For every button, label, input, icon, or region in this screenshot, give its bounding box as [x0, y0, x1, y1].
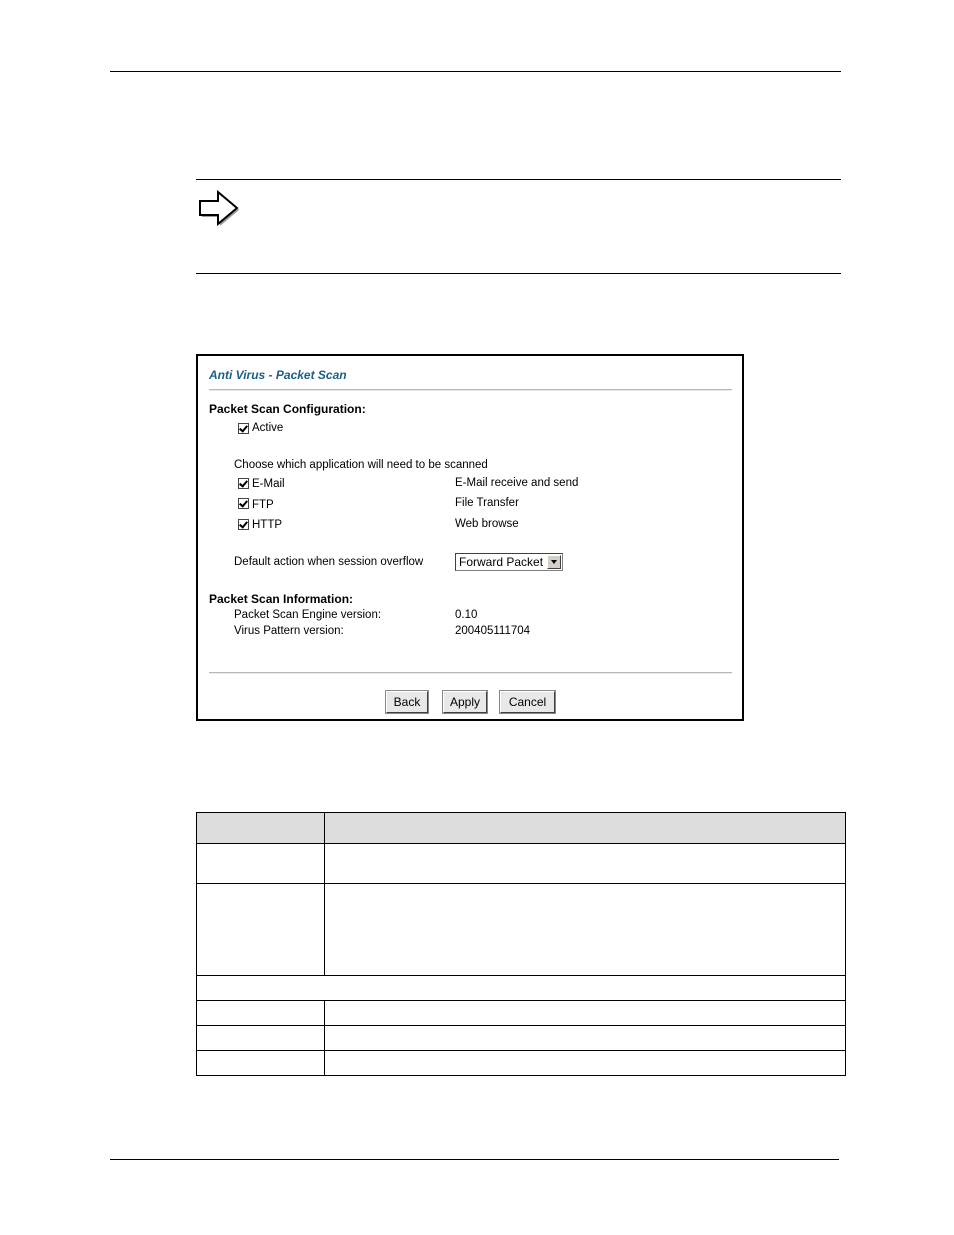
- table-row: [197, 884, 846, 976]
- table-cell: [197, 844, 325, 884]
- table-header-cell: [325, 813, 846, 844]
- active-checkbox[interactable]: [238, 423, 249, 434]
- table-row: [197, 844, 846, 884]
- ftp-checkbox[interactable]: [238, 498, 249, 509]
- cancel-button[interactable]: Cancel: [500, 691, 555, 713]
- config-heading: Packet Scan Configuration:: [209, 402, 366, 416]
- packet-scan-screen: [196, 354, 744, 721]
- header-rule: [110, 71, 841, 72]
- table-row: [197, 1051, 846, 1076]
- chevron-down-icon[interactable]: [547, 555, 561, 569]
- back-button[interactable]: Back: [386, 691, 428, 713]
- table-cell: [197, 1001, 325, 1026]
- table-section-row: [197, 976, 846, 1001]
- http-label: HTTP: [252, 519, 283, 531]
- http-desc: Web browse: [455, 518, 519, 530]
- table-cell: [197, 976, 846, 1001]
- footer-rule: [110, 1159, 839, 1160]
- email-label: E-Mail: [252, 478, 285, 490]
- table-cell: [325, 1051, 846, 1076]
- note-bottom-rule: [196, 273, 841, 274]
- pattern-version-value: 200405111704: [455, 625, 531, 637]
- overflow-label: Default action when session overflow: [234, 556, 424, 568]
- pattern-version-label: Virus Pattern version:: [234, 625, 344, 637]
- info-heading: Packet Scan Information:: [209, 592, 354, 606]
- table-header-cell: [197, 813, 325, 844]
- table-cell: [325, 1026, 846, 1051]
- table-header-row: [197, 813, 846, 844]
- engine-version-label: Packet Scan Engine version:: [234, 609, 382, 621]
- http-checkbox[interactable]: [238, 519, 249, 530]
- overflow-action-value: Forward Packet: [459, 555, 544, 569]
- table-row: [197, 1026, 846, 1051]
- email-checkbox[interactable]: [238, 478, 249, 489]
- engine-version-value: 0.10: [455, 609, 478, 621]
- ftp-desc: File Transfer: [455, 497, 519, 509]
- apply-button[interactable]: Apply: [443, 691, 487, 713]
- overflow-action-select[interactable]: [455, 553, 563, 571]
- ftp-label: FTP: [252, 499, 274, 511]
- email-desc: E-Mail receive and send: [455, 477, 579, 489]
- table-row: [197, 1001, 846, 1026]
- footer-divider: [209, 672, 732, 674]
- table-cell: [197, 884, 325, 976]
- arrow-right-icon: [196, 188, 242, 228]
- table-cell: [325, 844, 846, 884]
- screen-title: Anti Virus - Packet Scan: [209, 368, 347, 382]
- table-cell: [325, 1001, 846, 1026]
- title-divider: [209, 389, 732, 391]
- reference-table: [196, 812, 846, 1076]
- table-cell: [325, 884, 846, 976]
- active-label: Active: [252, 422, 284, 434]
- table-cell: [197, 1026, 325, 1051]
- choose-apps-text: Choose which application will need to be scanned: [234, 459, 488, 471]
- table-cell: [197, 1051, 325, 1076]
- note-top-rule: [196, 179, 841, 180]
